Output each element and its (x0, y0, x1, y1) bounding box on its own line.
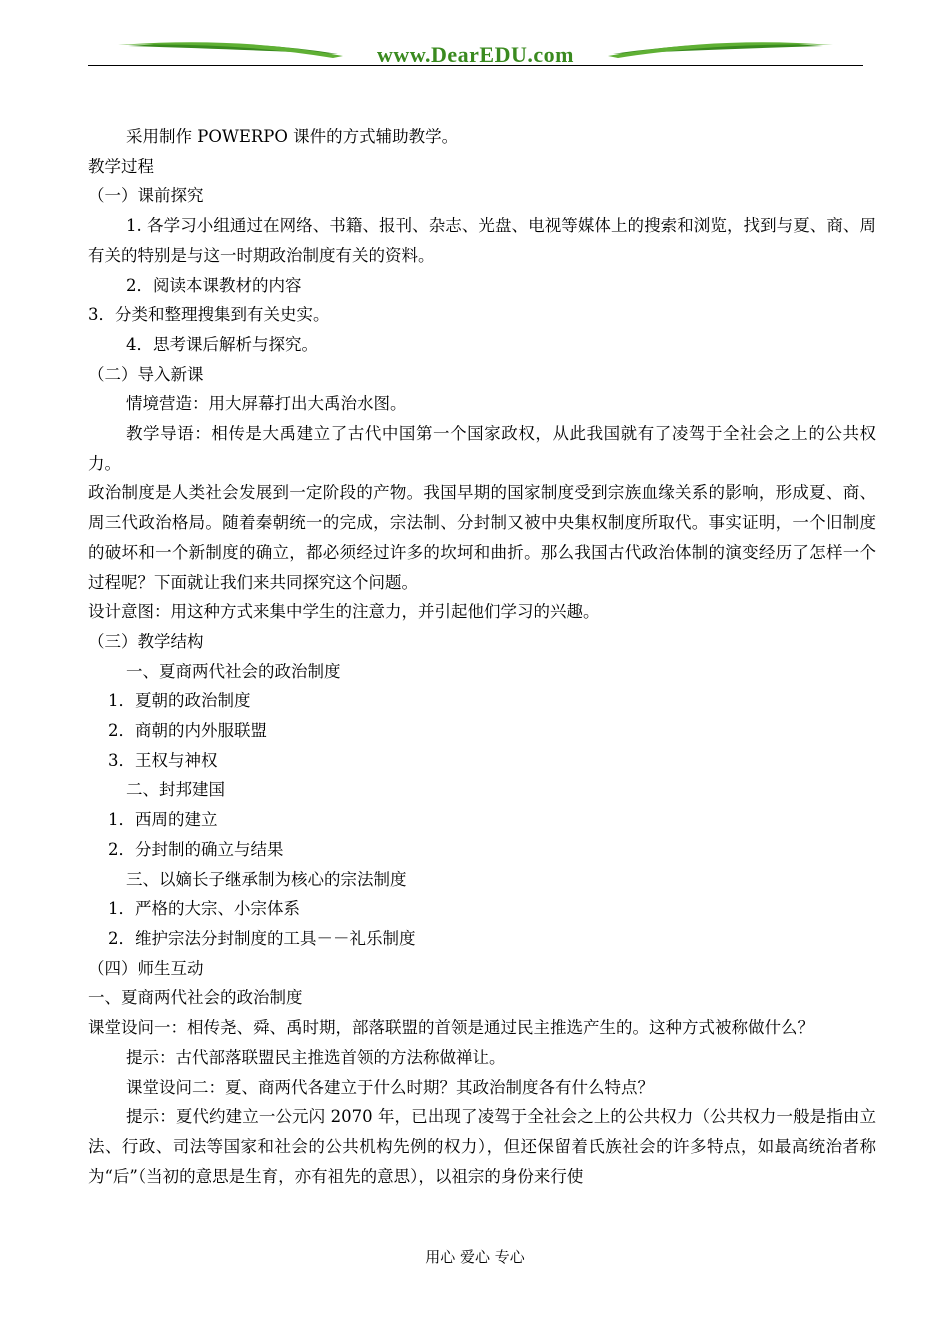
body-line-17: 3．王权与神权 (108, 750, 218, 770)
body-line-24: （四）师生互动 (88, 958, 204, 978)
body-line-2: 教学过程 (88, 156, 154, 176)
body-line-6: 3．分类和整理搜集到有关史实。 (88, 305, 330, 325)
body-line-22: 1．严格的大宗、小宗体系 (108, 899, 300, 919)
body-line-11: 政治制度是人类社会发展到一定阶段的产物。我国早期的国家制度受到宗族血缘关系的影响，形成夏、商、周三代政治格局。随着秦朝统一的完成，宗法制、分封制又被中央集权制度所取代。事实证明，一个旧制度的破坏和一个新制度的确立，都必须经过许多的坎坷和曲折。那么我国古代政治体制的演变经历了怎样一个过程呢？下面就让我们来共同探究这个问题。 (88, 483, 876, 592)
body-line-4: 1. 各学习小组通过在网络、书籍、报刊、杂志、光盘、电视等媒体上的搜索和浏览，找到与夏、商、周有关的特别是与这一时期政治制度有关的资料。 (88, 216, 876, 265)
body-line-15: 1．夏朝的政治制度 (108, 691, 251, 711)
body-line-5: 2．阅读本课教材的内容 (126, 275, 302, 295)
body-line-3: （一）课前探究 (88, 186, 204, 206)
body-line-29: 提示：夏代约建立一公元闪 2070 年，已出现了凌驾于全社会之上的公共权力（公共权力一般是指由立法、行政、司法等国家和社会的公共机构先例的权力），但还保留着氏族社会的许多特点，如最高统治者称为“后”（当初的意思是生育，亦有祖先的意思），以祖宗的身份来行使 (88, 1107, 876, 1186)
body-line-8: （二）导入新课 (88, 364, 204, 384)
body-line-10: 教学导语：相传是大禹建立了古代中国第一个国家政权，从此我国就有了凌驾于全社会之上的公共权力。 (88, 424, 876, 473)
site-logo: www.DearEDU.com (377, 42, 574, 67)
document-body (88, 122, 876, 1191)
body-line-1: 采用制作 POWERPO 课件的方式辅助教学。 (126, 127, 459, 146)
body-line-9: 情境营造：用大屏幕打出大禹治水图。 (126, 394, 407, 414)
body-line-19: 1．西周的建立 (108, 810, 218, 830)
body-line-14: 一、夏商两代社会的政治制度 (126, 661, 341, 681)
body-line-23: 2．维护宗法分封制度的工具－－礼乐制度 (108, 928, 416, 948)
body-line-7: 4．思考课后解析与探究。 (126, 334, 318, 354)
header-rule (88, 65, 863, 66)
body-line-25: 一、夏商两代社会的政治制度 (88, 988, 303, 1008)
page-footer: 用心 爱心 专心 (425, 1248, 525, 1266)
body-line-27: 提示：古代部落联盟民主推选首领的方法称做禅让。 (126, 1047, 506, 1067)
body-line-28: 课堂设问二：夏、商两代各建立于什么时期？其政治制度各有什么特点？ (126, 1077, 654, 1097)
body-line-12: 设计意图：用这种方式来集中学生的注意力，并引起他们学习的兴趣。 (88, 602, 600, 622)
body-line-16: 2．商朝的内外服联盟 (108, 721, 267, 741)
body-line-21: 三、以嫡长子继承制为核心的宗法制度 (126, 869, 407, 889)
body-line-20: 2．分封制的确立与结果 (108, 839, 284, 859)
body-line-26: 课堂设问一：相传尧、舜、禹时期，部落联盟的首领是通过民主推选产生的。这种方式被称做什么？ (88, 1018, 814, 1038)
body-line-18: 二、封邦建国 (126, 780, 225, 800)
body-line-13: （三）教学结构 (88, 631, 204, 651)
